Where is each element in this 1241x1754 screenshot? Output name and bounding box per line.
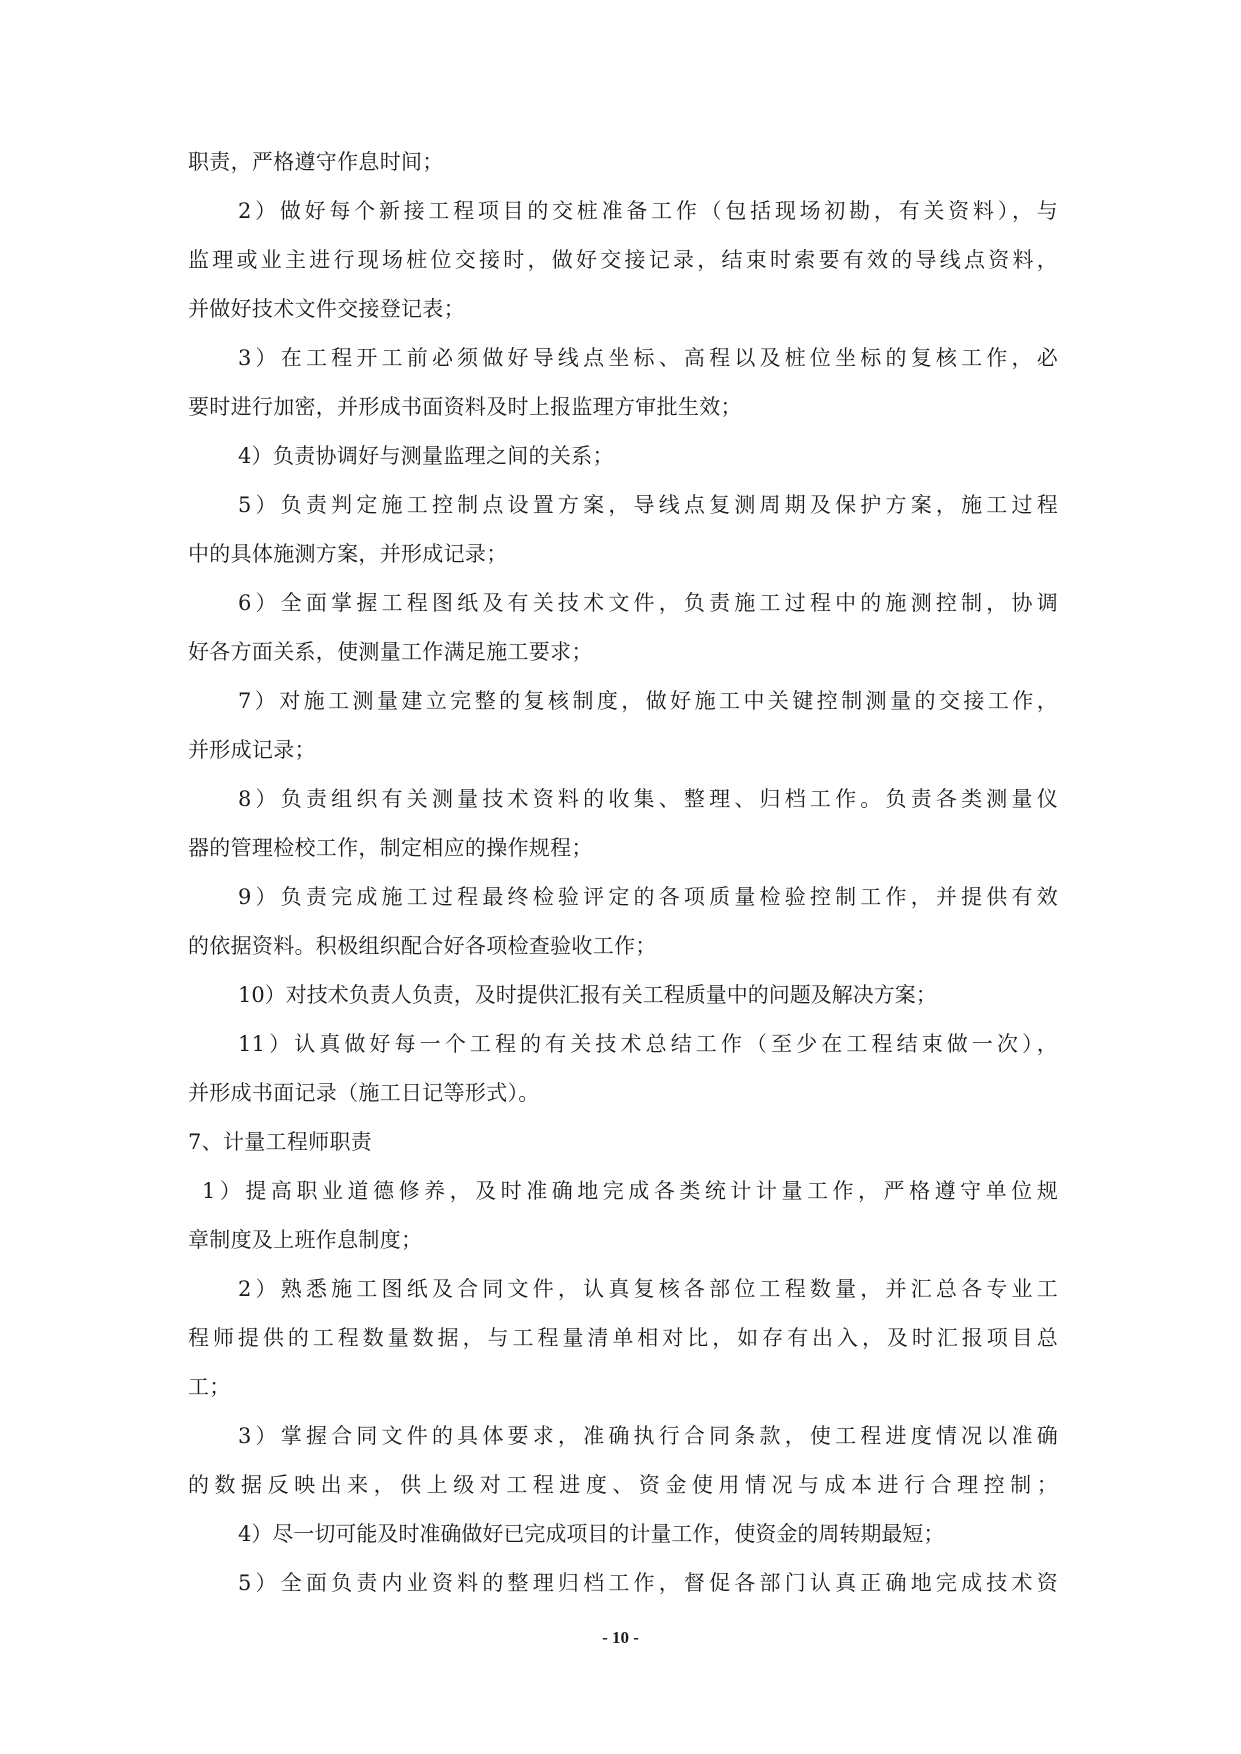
text-line: 监理或业主进行现场桩位交接时，做好交接记录，结束时索要有效的导线点资料， xyxy=(188,248,1058,272)
text-line: 中的具体施测方案，并形成记录； xyxy=(188,542,508,566)
text-line: 工； xyxy=(188,1375,231,1399)
text-line: 9）负责完成施工过程最终检验评定的各项质量检验控制工作，并提供有效 xyxy=(238,885,1058,909)
text-line: 程师提供的工程数量数据，与工程量清单相对比，如存有出入，及时汇报项目总 xyxy=(188,1326,1058,1350)
text-line: 11）认真做好每一个工程的有关技术总结工作（至少在工程结束做一次）， xyxy=(238,1032,1058,1056)
text-line: 并做好技术文件交接登记表； xyxy=(188,297,465,321)
body-text xyxy=(188,138,1058,1608)
text-line: 并形成书面记录（施工日记等形式）。 xyxy=(188,1081,540,1105)
text-line: 的数据反映出来，供上级对工程进度、资金使用情况与成本进行合理控制； xyxy=(188,1473,1058,1497)
text-line: 6）全面掌握工程图纸及有关技术文件，负责施工过程中的施测控制，协调 xyxy=(238,591,1058,615)
text-line: 并形成记录； xyxy=(188,738,316,762)
text-line: 2）做好每个新接工程项目的交桩准备工作（包括现场初勘，有关资料），与 xyxy=(238,199,1058,223)
text-line: 5）全面负责内业资料的整理归档工作，督促各部门认真正确地完成技术资 xyxy=(238,1571,1058,1595)
text-line: 2）熟悉施工图纸及合同文件，认真复核各部位工程数量，并汇总各专业工 xyxy=(238,1277,1058,1301)
text-line: 1）提高职业道德修养，及时准确地完成各类统计计量工作，严格遵守单位规 xyxy=(202,1179,1058,1203)
text-line: 7）对施工测量建立完整的复核制度，做好施工中关键控制测量的交接工作， xyxy=(238,689,1058,713)
text-line: 要时进行加密，并形成书面资料及时上报监理方审批生效； xyxy=(188,395,742,419)
text-line: 好各方面关系，使测量工作满足施工要求； xyxy=(188,640,593,664)
text-line: 3）在工程开工前必须做好导线点坐标、高程以及桩位坐标的复核工作，必 xyxy=(238,346,1058,370)
text-line: 3）掌握合同文件的具体要求，准确执行合同条款，使工程进度情况以准确 xyxy=(238,1424,1058,1448)
text-line: 10）对技术负责人负责，及时提供汇报有关工程质量中的问题及解决方案； xyxy=(238,983,937,1007)
text-line: 职责，严格遵守作息时间； xyxy=(188,150,444,174)
text-line: 4）负责协调好与测量监理之间的关系； xyxy=(238,444,614,468)
section-heading: 7、计量工程师职责 xyxy=(188,1130,373,1154)
text-line: 5）负责判定施工控制点设置方案，导线点复测周期及保护方案，施工过程 xyxy=(238,493,1058,517)
text-line: 的依据资料。积极组织配合好各项检查验收工作； xyxy=(188,934,657,958)
text-line: 章制度及上班作息制度； xyxy=(188,1228,423,1252)
text-line: 器的管理检校工作，制定相应的操作规程； xyxy=(188,836,593,860)
text-line: 8）负责组织有关测量技术资料的收集、整理、归档工作。负责各类测量仪 xyxy=(238,787,1058,811)
text-line: 4）尽一切可能及时准确做好已完成项目的计量工作，使资金的周转期最短； xyxy=(238,1522,945,1546)
page-number: - 10 - xyxy=(602,1628,639,1647)
